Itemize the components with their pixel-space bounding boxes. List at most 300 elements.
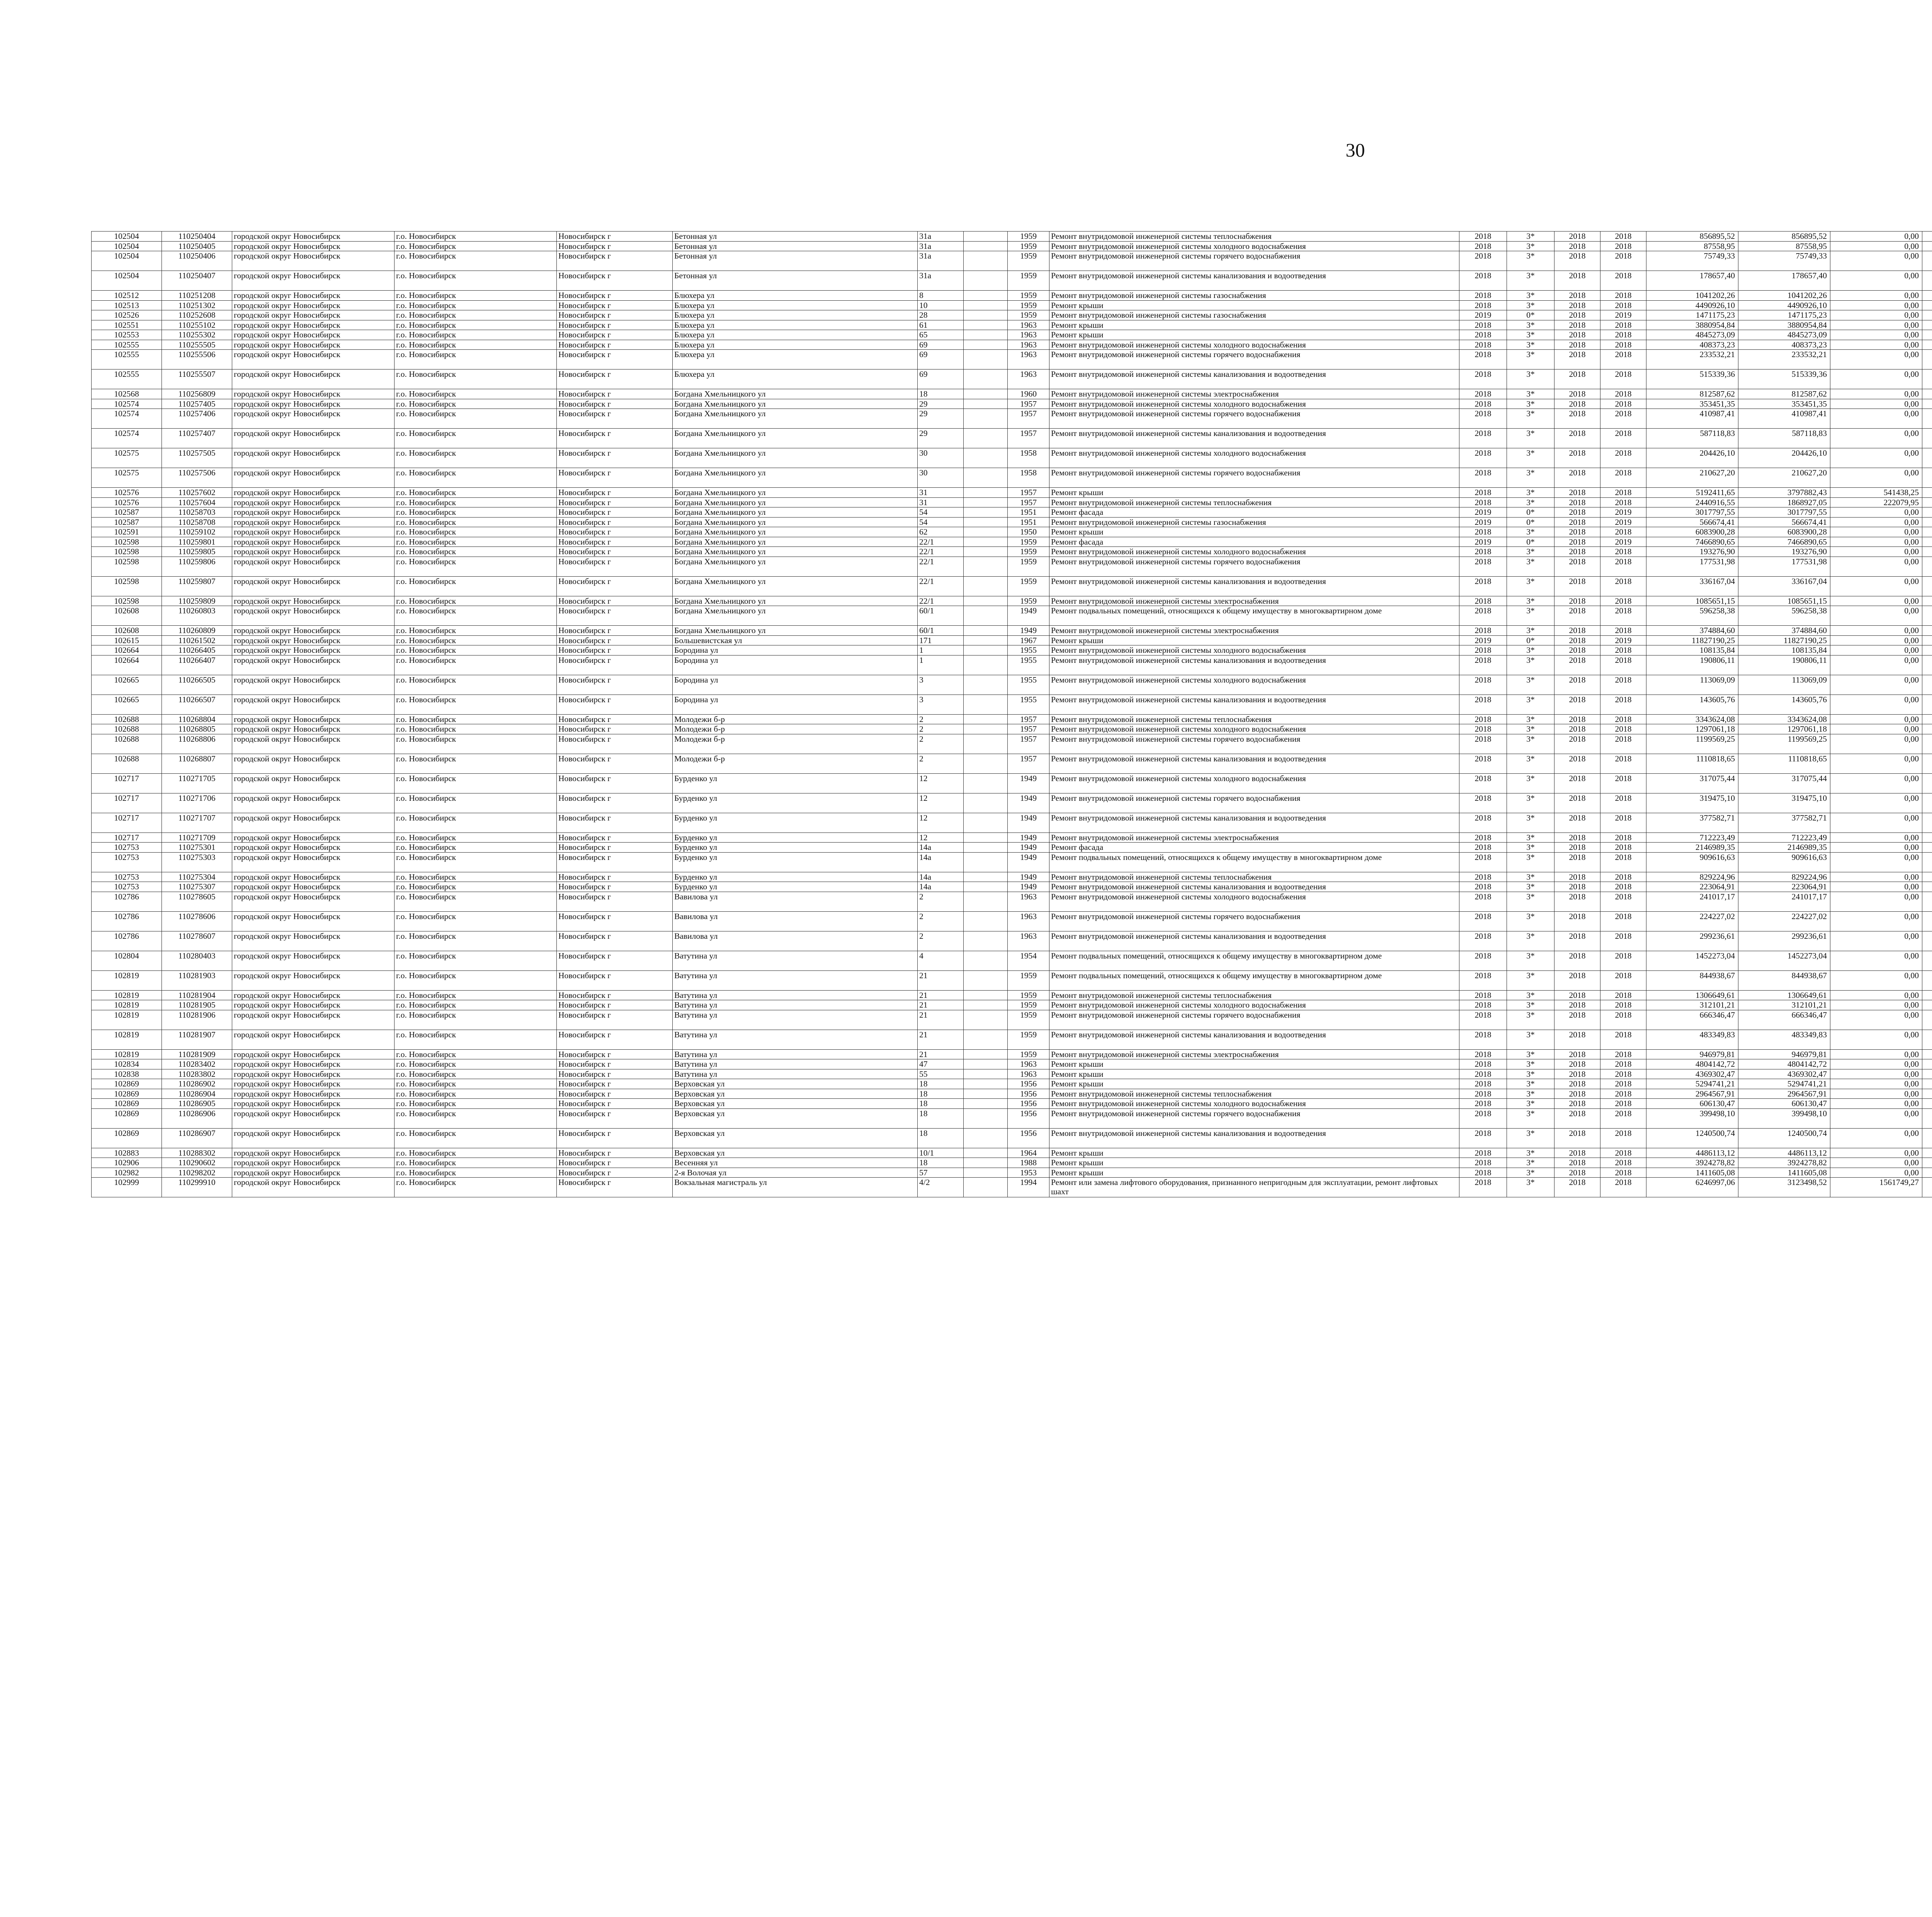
table-row [92, 232, 1932, 242]
cell-year-built: 1959 [1008, 1010, 1049, 1030]
cell-end-year: 2018 [1600, 606, 1646, 626]
cell-work-type: Ремонт внутридомовой инженерной системы канализования и водоотведения [1049, 695, 1459, 714]
cell-city: Новосибирск г [557, 773, 673, 793]
cell-work-id: 110268807 [162, 754, 232, 773]
cell-building-letter [964, 1000, 1008, 1010]
cell-city: Новосибирск г [557, 1168, 673, 1178]
cell-house-id: 102664 [92, 655, 162, 675]
cell-year-built: 1955 [1008, 695, 1049, 714]
cell-budget-cost: 0,00 [1830, 251, 1922, 271]
cell-total-cost: 11827190,25 [1646, 635, 1738, 645]
cell-street: Богдана Хмельницкого ул [673, 409, 918, 429]
cell-year-built: 1957 [1008, 714, 1049, 724]
cell-end-year: 2018 [1600, 291, 1646, 301]
cell-priority: 3* [1507, 606, 1554, 626]
cell-municipality: городской округ Новосибирск [232, 517, 395, 527]
cell-fund-cost: 241017,17 [1738, 892, 1830, 911]
cell-year-built: 1994 [1008, 1178, 1049, 1197]
cell-district: г.о. Новосибирск [395, 754, 557, 773]
cell-other-cost [1922, 310, 1932, 320]
cell-total-cost: 374884,60 [1646, 626, 1738, 636]
cell-total-cost: 844938,67 [1646, 970, 1738, 990]
cell-budget-cost: 0,00 [1830, 813, 1922, 833]
cell-house-id: 102753 [92, 852, 162, 872]
cell-city: Новосибирск г [557, 1108, 673, 1128]
cell-house-number: 22/1 [918, 557, 964, 576]
cell-total-cost: 946979,81 [1646, 1049, 1738, 1059]
cell-city: Новосибирск г [557, 1089, 673, 1099]
cell-street: Блюхера ул [673, 340, 918, 350]
cell-house-id: 102555 [92, 340, 162, 350]
cell-work-id: 110283802 [162, 1069, 232, 1079]
cell-building-letter [964, 724, 1008, 734]
cell-end-year: 2018 [1600, 714, 1646, 724]
cell-district: г.о. Новосибирск [395, 300, 557, 310]
cell-city: Новосибирск г [557, 271, 673, 291]
cell-house-id: 102608 [92, 626, 162, 636]
cell-work-type: Ремонт фасада [1049, 537, 1459, 547]
cell-total-cost: 812587,62 [1646, 389, 1738, 399]
cell-street: Бородина ул [673, 695, 918, 714]
cell-plan-year: 2018 [1459, 399, 1507, 409]
cell-work-id: 110286904 [162, 1089, 232, 1099]
cell-start-year: 2018 [1554, 714, 1600, 724]
cell-start-year: 2018 [1554, 350, 1600, 369]
cell-plan-year: 2018 [1459, 1069, 1507, 1079]
cell-budget-cost: 0,00 [1830, 1128, 1922, 1148]
cell-building-letter [964, 399, 1008, 409]
cell-end-year: 2018 [1600, 409, 1646, 429]
cell-end-year: 2018 [1600, 350, 1646, 369]
cell-street: Блюхера ул [673, 369, 918, 389]
cell-city: Новосибирск г [557, 1069, 673, 1079]
cell-house-id: 102615 [92, 635, 162, 645]
cell-start-year: 2018 [1554, 557, 1600, 576]
cell-municipality: городской округ Новосибирск [232, 655, 395, 675]
cell-municipality: городской округ Новосибирск [232, 448, 395, 468]
cell-budget-cost: 0,00 [1830, 448, 1922, 468]
cell-work-type: Ремонт внутридомовой инженерной системы теплоснабжения [1049, 232, 1459, 242]
table-row [92, 724, 1932, 734]
cell-work-id: 110286906 [162, 1108, 232, 1128]
cell-start-year: 2018 [1554, 409, 1600, 429]
cell-street: Богдана Хмельницкого ул [673, 507, 918, 518]
cell-priority: 3* [1507, 232, 1554, 242]
cell-plan-year: 2018 [1459, 833, 1507, 843]
cell-year-built: 1949 [1008, 872, 1049, 882]
cell-house-number: 29 [918, 399, 964, 409]
cell-district: г.о. Новосибирск [395, 1079, 557, 1089]
cell-total-cost: 204426,10 [1646, 448, 1738, 468]
cell-start-year: 2018 [1554, 911, 1600, 931]
cell-street: Бетонная ул [673, 251, 918, 271]
cell-fund-cost: 1306649,61 [1738, 990, 1830, 1000]
cell-total-cost: 353451,35 [1646, 399, 1738, 409]
cell-district: г.о. Новосибирск [395, 773, 557, 793]
cell-district: г.о. Новосибирск [395, 833, 557, 843]
cell-priority: 3* [1507, 330, 1554, 340]
cell-year-built: 1957 [1008, 488, 1049, 498]
cell-plan-year: 2018 [1459, 1030, 1507, 1049]
cell-house-id: 102819 [92, 1030, 162, 1049]
cell-start-year: 2018 [1554, 951, 1600, 970]
cell-start-year: 2018 [1554, 251, 1600, 271]
cell-city: Новосибирск г [557, 517, 673, 527]
cell-budget-cost: 0,00 [1830, 626, 1922, 636]
cell-budget-cost: 0,00 [1830, 714, 1922, 724]
cell-house-number: 29 [918, 429, 964, 448]
cell-fund-cost: 4845273,09 [1738, 330, 1830, 340]
cell-house-id: 102575 [92, 468, 162, 488]
cell-fund-cost: 844938,67 [1738, 970, 1830, 990]
cell-district: г.о. Новосибирск [395, 1099, 557, 1109]
cell-start-year: 2018 [1554, 468, 1600, 488]
cell-priority: 3* [1507, 911, 1554, 931]
cell-house-number: 65 [918, 330, 964, 340]
cell-year-built: 1957 [1008, 497, 1049, 507]
cell-fund-cost: 1199569,25 [1738, 734, 1830, 754]
cell-start-year: 2018 [1554, 429, 1600, 448]
cell-other-cost [1922, 369, 1932, 389]
cell-work-type: Ремонт внутридомовой инженерной системы горячего водоснабжения [1049, 350, 1459, 369]
cell-house-id: 102688 [92, 714, 162, 724]
cell-total-cost: 1411605,08 [1646, 1168, 1738, 1178]
cell-year-built: 1963 [1008, 892, 1049, 911]
cell-district: г.о. Новосибирск [395, 1168, 557, 1178]
cell-street: Бурденко ул [673, 872, 918, 882]
cell-start-year: 2018 [1554, 507, 1600, 518]
cell-house-number: 69 [918, 350, 964, 369]
table-row [92, 645, 1932, 655]
cell-district: г.о. Новосибирск [395, 734, 557, 754]
table-row [92, 606, 1932, 626]
cell-building-letter [964, 251, 1008, 271]
cell-work-id: 110283402 [162, 1059, 232, 1069]
cell-other-cost [1922, 1089, 1932, 1099]
cell-priority: 3* [1507, 734, 1554, 754]
cell-house-id: 102786 [92, 911, 162, 931]
cell-house-id: 102575 [92, 448, 162, 468]
cell-work-id: 110258703 [162, 507, 232, 518]
cell-city: Новосибирск г [557, 291, 673, 301]
cell-plan-year: 2018 [1459, 1059, 1507, 1069]
cell-building-letter [964, 1099, 1008, 1109]
cell-other-cost [1922, 488, 1932, 498]
cell-work-type: Ремонт внутридомовой инженерной системы газоснабжения [1049, 517, 1459, 527]
cell-year-built: 1959 [1008, 537, 1049, 547]
cell-house-id: 102717 [92, 793, 162, 813]
table-row [92, 320, 1932, 330]
cell-municipality: городской округ Новосибирск [232, 340, 395, 350]
cell-budget-cost: 0,00 [1830, 596, 1922, 606]
table-row [92, 793, 1932, 813]
cell-fund-cost: 377582,71 [1738, 813, 1830, 833]
cell-building-letter [964, 241, 1008, 251]
cell-house-number: 18 [918, 1089, 964, 1099]
cell-other-cost [1922, 675, 1932, 695]
cell-work-id: 110255506 [162, 350, 232, 369]
cell-district: г.о. Новосибирск [395, 931, 557, 951]
cell-end-year: 2018 [1600, 655, 1646, 675]
cell-house-id: 102504 [92, 271, 162, 291]
cell-building-letter [964, 340, 1008, 350]
cell-city: Новосибирск г [557, 409, 673, 429]
cell-year-built: 1959 [1008, 596, 1049, 606]
cell-work-id: 110266407 [162, 655, 232, 675]
cell-total-cost: 3880954,84 [1646, 320, 1738, 330]
cell-work-type: Ремонт крыши [1049, 1059, 1459, 1069]
cell-end-year: 2018 [1600, 843, 1646, 853]
cell-total-cost: 856895,52 [1646, 232, 1738, 242]
cell-municipality: городской округ Новосибирск [232, 1099, 395, 1109]
cell-building-letter [964, 1030, 1008, 1049]
cell-fund-cost: 410987,41 [1738, 409, 1830, 429]
cell-work-id: 110256809 [162, 389, 232, 399]
cell-city: Новосибирск г [557, 300, 673, 310]
cell-year-built: 1951 [1008, 517, 1049, 527]
cell-fund-cost: 3797882,43 [1738, 488, 1830, 498]
cell-fund-cost: 1471175,23 [1738, 310, 1830, 320]
cell-work-id: 110250405 [162, 241, 232, 251]
cell-fund-cost: 178657,40 [1738, 271, 1830, 291]
cell-priority: 3* [1507, 547, 1554, 557]
cell-house-number: 18 [918, 1079, 964, 1089]
cell-city: Новосибирск г [557, 251, 673, 271]
cell-end-year: 2018 [1600, 1108, 1646, 1128]
cell-budget-cost: 0,00 [1830, 537, 1922, 547]
cell-plan-year: 2018 [1459, 340, 1507, 350]
cell-total-cost: 6246997,06 [1646, 1178, 1738, 1197]
cell-total-cost: 4486113,12 [1646, 1148, 1738, 1158]
cell-municipality: городской округ Новосибирск [232, 251, 395, 271]
cell-fund-cost: 5294741,21 [1738, 1079, 1830, 1089]
cell-city: Новосибирск г [557, 537, 673, 547]
cell-end-year: 2018 [1600, 576, 1646, 596]
cell-total-cost: 1041202,26 [1646, 291, 1738, 301]
cell-work-id: 110281904 [162, 990, 232, 1000]
cell-building-letter [964, 1069, 1008, 1079]
cell-house-id: 102598 [92, 537, 162, 547]
cell-start-year: 2018 [1554, 330, 1600, 340]
cell-budget-cost: 0,00 [1830, 754, 1922, 773]
cell-district: г.о. Новосибирск [395, 970, 557, 990]
cell-budget-cost: 0,00 [1830, 527, 1922, 537]
cell-end-year: 2018 [1600, 300, 1646, 310]
table-row [92, 399, 1932, 409]
cell-work-id: 110286905 [162, 1099, 232, 1109]
cell-fund-cost: 1452273,04 [1738, 951, 1830, 970]
cell-priority: 3* [1507, 793, 1554, 813]
cell-house-number: 12 [918, 833, 964, 843]
cell-house-number: 2 [918, 734, 964, 754]
cell-house-id: 102717 [92, 813, 162, 833]
cell-other-cost [1922, 232, 1932, 242]
cell-end-year: 2018 [1600, 773, 1646, 793]
cell-street: Ватутина ул [673, 990, 918, 1000]
cell-city: Новосибирск г [557, 497, 673, 507]
cell-house-number: 69 [918, 369, 964, 389]
cell-other-cost [1922, 300, 1932, 310]
cell-end-year: 2018 [1600, 951, 1646, 970]
cell-plan-year: 2018 [1459, 1128, 1507, 1148]
cell-street: Ватутина ул [673, 1059, 918, 1069]
cell-start-year: 2018 [1554, 773, 1600, 793]
cell-end-year: 2018 [1600, 1049, 1646, 1059]
cell-start-year: 2018 [1554, 852, 1600, 872]
cell-plan-year: 2018 [1459, 843, 1507, 853]
cell-work-type: Ремонт внутридомовой инженерной системы канализования и водоотведения [1049, 655, 1459, 675]
cell-start-year: 2018 [1554, 340, 1600, 350]
cell-municipality: городской округ Новосибирск [232, 970, 395, 990]
cell-district: г.о. Новосибирск [395, 232, 557, 242]
cell-work-id: 110281907 [162, 1030, 232, 1049]
cell-work-type: Ремонт внутридомовой инженерной системы электроснабжения [1049, 1049, 1459, 1059]
cell-building-letter [964, 1128, 1008, 1148]
cell-budget-cost: 0,00 [1830, 1000, 1922, 1010]
cell-city: Новосибирск г [557, 645, 673, 655]
page-number: 30 [1345, 139, 1365, 161]
cell-work-type: Ремонт крыши [1049, 488, 1459, 498]
cell-city: Новосибирск г [557, 852, 673, 872]
cell-plan-year: 2018 [1459, 951, 1507, 970]
cell-total-cost: 4804142,72 [1646, 1059, 1738, 1069]
cell-year-built: 1959 [1008, 576, 1049, 596]
cell-house-id: 102587 [92, 507, 162, 518]
cell-building-letter [964, 448, 1008, 468]
cell-district: г.о. Новосибирск [395, 882, 557, 892]
cell-other-cost [1922, 527, 1932, 537]
cell-priority: 3* [1507, 399, 1554, 409]
cell-budget-cost: 0,00 [1830, 1108, 1922, 1128]
cell-total-cost: 233532,21 [1646, 350, 1738, 369]
cell-work-id: 110275304 [162, 872, 232, 882]
cell-building-letter [964, 232, 1008, 242]
cell-total-cost: 3017797,55 [1646, 507, 1738, 518]
cell-house-number: 4/2 [918, 1178, 964, 1197]
cell-street: Богдана Хмельницкого ул [673, 537, 918, 547]
table-row [92, 813, 1932, 833]
cell-fund-cost: 596258,38 [1738, 606, 1830, 626]
cell-end-year: 2018 [1600, 813, 1646, 833]
cell-work-type: Ремонт внутридомовой инженерной системы холодного водоснабжения [1049, 645, 1459, 655]
cell-municipality: городской округ Новосибирск [232, 1168, 395, 1178]
cell-end-year: 2018 [1600, 1079, 1646, 1089]
cell-plan-year: 2018 [1459, 1108, 1507, 1128]
cell-work-type: Ремонт внутридомовой инженерной системы канализования и водоотведения [1049, 754, 1459, 773]
table-row [92, 852, 1932, 872]
cell-start-year: 2018 [1554, 931, 1600, 951]
cell-total-cost: 483349,83 [1646, 1030, 1738, 1049]
cell-fund-cost: 4486113,12 [1738, 1148, 1830, 1158]
cell-work-id: 110257406 [162, 409, 232, 429]
cell-house-id: 102753 [92, 872, 162, 882]
cell-plan-year: 2019 [1459, 635, 1507, 645]
cell-municipality: городской округ Новосибирск [232, 626, 395, 636]
cell-total-cost: 3343624,08 [1646, 714, 1738, 724]
cell-start-year: 2018 [1554, 576, 1600, 596]
cell-year-built: 1957 [1008, 409, 1049, 429]
cell-year-built: 1959 [1008, 251, 1049, 271]
cell-house-id: 102982 [92, 1168, 162, 1178]
cell-total-cost: 1471175,23 [1646, 310, 1738, 320]
cell-building-letter [964, 271, 1008, 291]
cell-end-year: 2018 [1600, 547, 1646, 557]
cell-house-id: 102804 [92, 951, 162, 970]
cell-building-letter [964, 517, 1008, 527]
cell-start-year: 2018 [1554, 970, 1600, 990]
cell-fund-cost: 1411605,08 [1738, 1168, 1830, 1178]
cell-budget-cost: 0,00 [1830, 1059, 1922, 1069]
cell-total-cost: 566674,41 [1646, 517, 1738, 527]
cell-city: Новосибирск г [557, 970, 673, 990]
cell-house-id: 102504 [92, 251, 162, 271]
cell-district: г.о. Новосибирск [395, 537, 557, 547]
cell-municipality: городской округ Новосибирск [232, 734, 395, 754]
cell-plan-year: 2018 [1459, 1000, 1507, 1010]
cell-total-cost: 4845273,09 [1646, 330, 1738, 340]
cell-start-year: 2018 [1554, 300, 1600, 310]
cell-plan-year: 2018 [1459, 576, 1507, 596]
cell-municipality: городской округ Новосибирск [232, 1108, 395, 1128]
cell-street: Бурденко ул [673, 833, 918, 843]
cell-budget-cost: 0,00 [1830, 517, 1922, 527]
cell-fund-cost: 483349,83 [1738, 1030, 1830, 1049]
cell-other-cost [1922, 1000, 1932, 1010]
cell-work-type: Ремонт внутридомовой инженерной системы горячего водоснабжения [1049, 793, 1459, 813]
cell-municipality: городской округ Новосибирск [232, 310, 395, 320]
cell-district: г.о. Новосибирск [395, 241, 557, 251]
cell-municipality: городской округ Новосибирск [232, 951, 395, 970]
cell-work-id: 110271709 [162, 833, 232, 843]
cell-plan-year: 2018 [1459, 911, 1507, 931]
cell-budget-cost: 0,00 [1830, 675, 1922, 695]
cell-work-id: 110290602 [162, 1158, 232, 1168]
cell-year-built: 1957 [1008, 399, 1049, 409]
cell-street: Богдана Хмельницкого ул [673, 596, 918, 606]
cell-street: Богдана Хмельницкого ул [673, 527, 918, 537]
cell-district: г.о. Новосибирск [395, 497, 557, 507]
cell-start-year: 2018 [1554, 517, 1600, 527]
cell-work-type: Ремонт внутридомовой инженерной системы горячего водоснабжения [1049, 1108, 1459, 1128]
cell-municipality: городской округ Новосибирск [232, 635, 395, 645]
cell-municipality: городской округ Новосибирск [232, 271, 395, 291]
cell-priority: 3* [1507, 557, 1554, 576]
cell-end-year: 2018 [1600, 232, 1646, 242]
cell-priority: 3* [1507, 872, 1554, 882]
cell-priority: 3* [1507, 409, 1554, 429]
cell-district: г.о. Новосибирск [395, 507, 557, 518]
cell-municipality: городской округ Новосибирск [232, 596, 395, 606]
cell-end-year: 2018 [1600, 695, 1646, 714]
cell-end-year: 2019 [1600, 537, 1646, 547]
cell-street: Ватутина ул [673, 1069, 918, 1079]
cell-end-year: 2018 [1600, 527, 1646, 537]
cell-priority: 3* [1507, 369, 1554, 389]
cell-total-cost: 410987,41 [1646, 409, 1738, 429]
cell-priority: 3* [1507, 1030, 1554, 1049]
cell-district: г.о. Новосибирск [395, 951, 557, 970]
cell-year-built: 1957 [1008, 429, 1049, 448]
cell-district: г.о. Новосибирск [395, 488, 557, 498]
cell-city: Новосибирск г [557, 448, 673, 468]
cell-end-year: 2018 [1600, 645, 1646, 655]
table-row [92, 527, 1932, 537]
cell-plan-year: 2018 [1459, 990, 1507, 1000]
cell-total-cost: 596258,38 [1646, 606, 1738, 626]
cell-house-number: 18 [918, 1108, 964, 1128]
table-row [92, 833, 1932, 843]
cell-work-id: 110286902 [162, 1079, 232, 1089]
